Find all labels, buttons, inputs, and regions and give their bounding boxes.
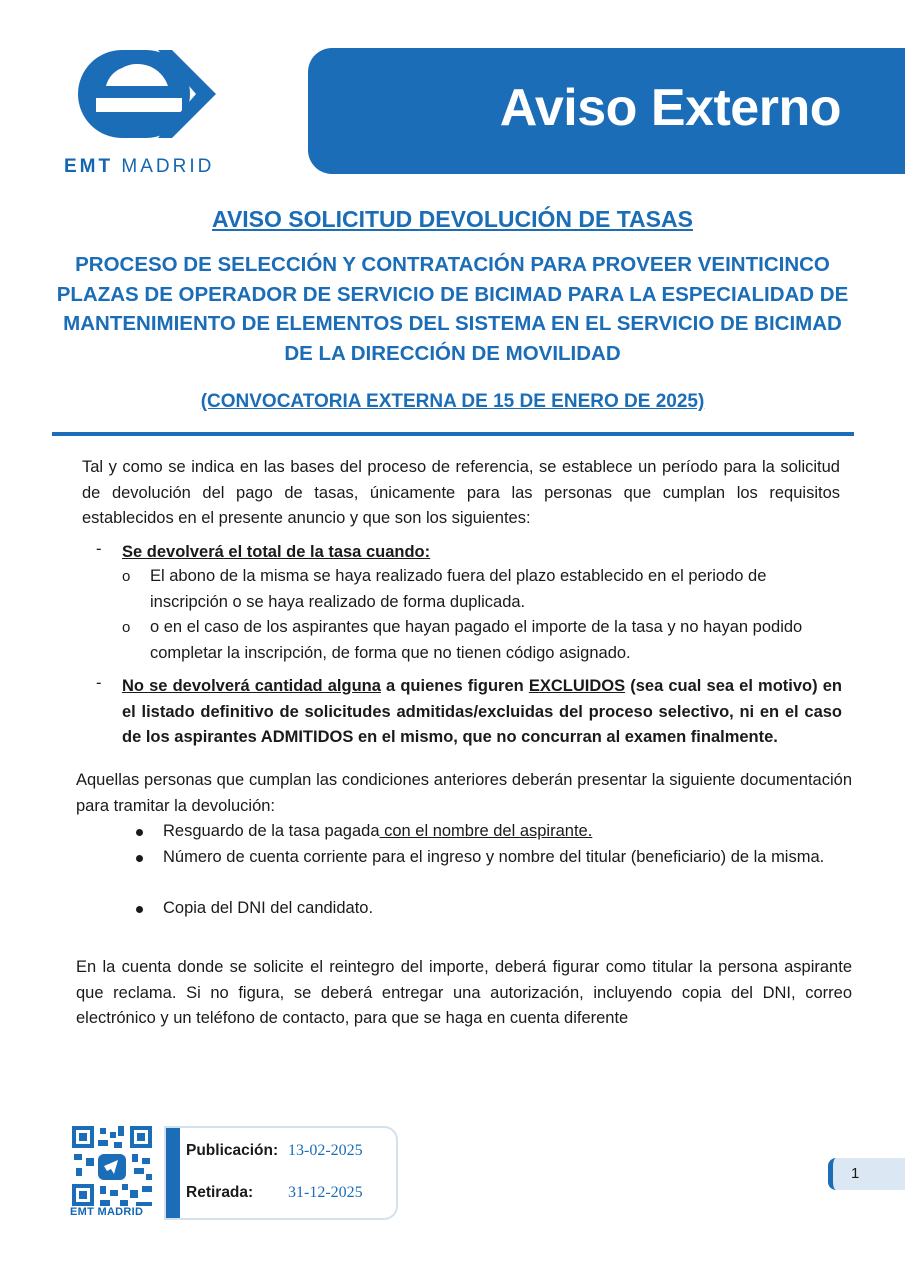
withdrawal-row (186, 1184, 363, 1202)
logo-wordmark: EMT MADRID (64, 156, 215, 177)
page-number-tab (828, 1158, 905, 1190)
publication-label: Publicación: (186, 1142, 279, 1159)
qr-code-icon (70, 1124, 154, 1208)
withdrawal-label: Retirada: (186, 1184, 254, 1201)
title-divider (52, 432, 854, 436)
refund-total-heading: Se devolverá el total de la tasa cuando: (122, 543, 431, 561)
refund-condition-2: o en el caso de los aspirantes que hayan pagado el importe de la tasa y no hayan podido completar la inscripción, de forma que no tienen código asignado. (150, 618, 803, 662)
no-refund-paragraph: No se devolverá cantidad alguna a quienes figuren EXCLUIDOS (sea cual sea el motivo) en el listado definitivo de solicitudes admitidas/excluidas del proceso selectivo, ni en el caso de los aspirantes ADMITIDOS en el mismo, que no concurran al examen finalmente. (122, 677, 843, 746)
header-banner (308, 48, 905, 174)
document-item-receipt: Resguardo de la tasa pagada con el nombre del aspirante. (163, 822, 593, 840)
intro-paragraph: Tal y como se indica en las bases del proceso de referencia, se establece un período para la solicitud de devolución del pago de tasas, únicamente para las personas que cumplan los requisitos establecidos en el presente anuncio y que son los siguientes: (82, 458, 840, 527)
closing-paragraph: En la cuenta donde se solicite el reintegro del importe, deberá figurar como titular la persona aspirante que reclama. Si no figura, se deberá entregar una autorización, incluyendo copia del DNI, correo electrónico y un teléfono de contacto, para que se haga en cuenta diferente (76, 958, 852, 1027)
page-number: 1 (851, 1165, 860, 1182)
bullet-icon (136, 829, 143, 836)
notice-title: AVISO SOLICITUD DEVOLUCIÓN DE TASAS (212, 206, 693, 232)
document-item-dni: Copia del DNI del candidato. (163, 899, 374, 917)
refund-condition-1: El abono de la misma se haya realizado fuera del plazo establecido en el periodo de inscripción o se haya realizado de forma duplicada. (150, 567, 767, 611)
document-item-account: Número de cuenta corriente para el ingreso y nombre del titular (beneficiario) de la misma. (163, 848, 825, 866)
banner-title: Aviso Externo (499, 79, 841, 137)
sub-marker: o (122, 568, 131, 585)
withdrawal-date: 31-12-2025 (288, 1184, 363, 1201)
emt-logo-icon (76, 46, 216, 142)
dash-marker: - (96, 540, 102, 558)
publication-date: 13-02-2025 (288, 1142, 363, 1159)
qr-label: EMT MADRID (70, 1206, 144, 1218)
publication-row (186, 1142, 363, 1160)
publication-box (164, 1126, 398, 1220)
bullet-icon (136, 855, 143, 862)
publication-accent-bar (166, 1128, 180, 1218)
convocatoria-subtitle: (CONVOCATORIA EXTERNA DE 15 DE ENERO DE 2025) (200, 391, 705, 412)
emt-madrid-logo (62, 46, 232, 177)
dash-marker: - (96, 674, 102, 692)
bullet-icon (136, 906, 143, 913)
process-title: PROCESO DE SELECCIÓN Y CONTRATACIÓN PARA PROVEER VEINTICINCO PLAZAS DE OPERADOR DE SERVICIO DE BICIMAD PARA LA ESPECIALIDAD DE MANTENIMIENTO DE ELEMENTOS DEL SISTEMA EN EL SERVICIO DE BICIMAD DE LA DIRECCIÓN DE MOVILIDAD (56, 253, 849, 365)
sub-marker: o (122, 619, 131, 636)
requirements-intro: Aquellas personas que cumplan las condiciones anteriores deberán presentar la siguiente documentación para tramitar la devolución: (76, 771, 852, 815)
